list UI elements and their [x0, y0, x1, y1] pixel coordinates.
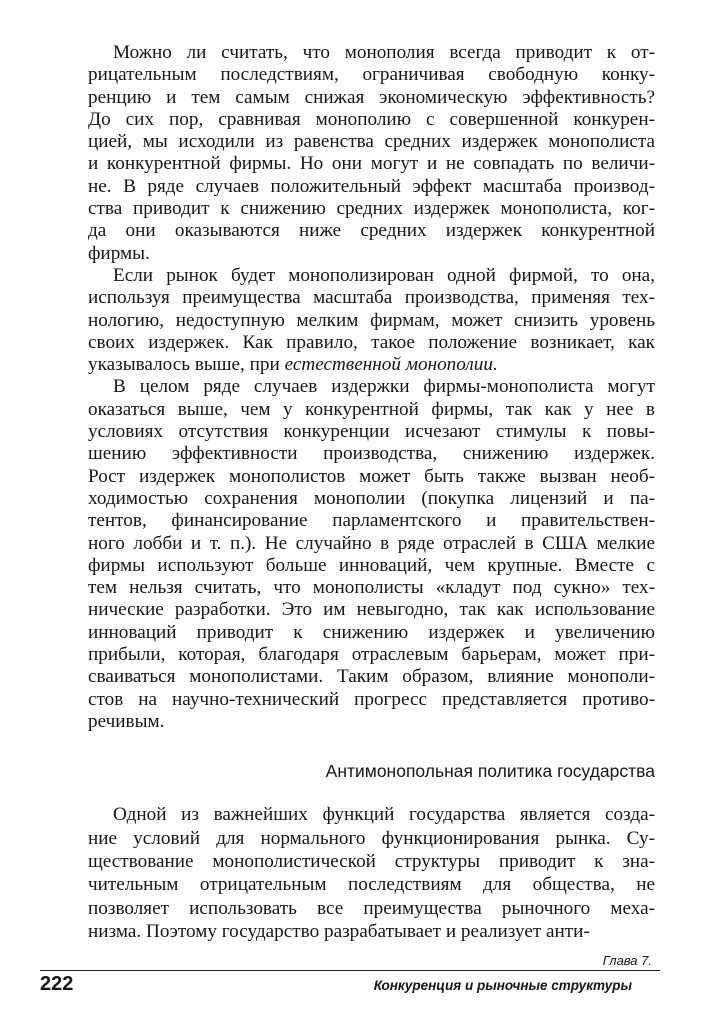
text-line-content: условиях отсутствия конкуренции исчезают стимулы к повы-	[88, 421, 655, 443]
text-line-content: В целом ряде случаев издержки фирмы-монополиста могут	[113, 376, 655, 398]
text-line-content: Рост издержек монополистов может быть также вызван необ-	[88, 465, 655, 487]
text-line	[88, 443, 655, 465]
text-line	[88, 399, 655, 421]
text-before-heading	[88, 42, 655, 733]
text-line	[88, 599, 655, 621]
text-line	[88, 827, 655, 850]
paragraph	[88, 42, 655, 265]
text-line-content: Можно ли считать, что монополия всегда приводит к от-	[113, 42, 655, 63]
text-line-content: фирмы.	[88, 242, 150, 264]
text-line-content: ществование монополистической структуры приводит к зна-	[88, 850, 655, 872]
italic-term: естественной монополии.	[284, 354, 498, 376]
text-line	[88, 42, 655, 64]
text-line	[88, 243, 655, 265]
paragraph	[88, 803, 655, 943]
text-line-content: своих издержек. Как правило, такое положение возникает, как	[88, 331, 655, 353]
text-line-content: чительным отрицательным последствиям для общества, не	[88, 874, 655, 896]
text-line	[88, 87, 655, 109]
text-line	[88, 466, 655, 488]
text-line-content: ние условий для нормального функционирования рынка. Су-	[88, 827, 655, 849]
text-after-heading	[88, 803, 655, 943]
chapter-title: Конкуренция и рыночные структуры	[373, 978, 632, 993]
page-footer	[40, 952, 660, 996]
text-line	[88, 510, 655, 532]
text-line-content: тентов, финансирование парламентского и правительствен-	[88, 510, 655, 532]
text-line-content: позволяет использовать все преимущества рыночного меха-	[88, 897, 655, 919]
text-line	[88, 577, 655, 599]
text-line-content: шению эффективности производства, снижению издержек.	[88, 443, 655, 465]
text-line	[88, 873, 655, 896]
footer-bottom-row	[40, 973, 660, 996]
text-line-content: ства приводит к снижению средних издержек монополиста, ког-	[88, 198, 655, 220]
text-line-content: указывалось выше, при	[88, 354, 285, 376]
chapter-label: Глава 7.	[602, 953, 652, 968]
text-line	[88, 689, 655, 711]
text-line	[88, 265, 655, 287]
text-line	[88, 488, 655, 510]
footer-rule	[40, 970, 660, 971]
text-line	[88, 920, 655, 943]
text-line-content: низма. Поэтому государство разрабатывает и реализует анти-	[88, 921, 590, 943]
text-line	[88, 622, 655, 644]
section-heading: Антимонопольная политика государства	[325, 761, 655, 782]
text-line	[88, 666, 655, 688]
text-line-content: стов на научно-технический прогресс представляется противо-	[88, 688, 655, 710]
text-line-content: Одной из важнейших функций государства является созда-	[113, 804, 655, 826]
text-line	[88, 354, 655, 376]
text-line	[88, 533, 655, 555]
text-line	[88, 897, 655, 920]
text-line-content: и конкурентной фирмы. Но они могут и не совпадать по величи-	[88, 153, 655, 175]
text-line-content: ходимостью сохранения монополии (покупка лицензий и па-	[88, 487, 655, 509]
text-line	[88, 803, 655, 826]
text-line-content: речивым.	[88, 710, 165, 732]
text-line-content: ренцию и тем самым снижая экономическую эффективность?	[88, 86, 655, 108]
text-line	[88, 153, 655, 175]
text-line-content: инноваций приводит к снижению издержек и увеличению	[88, 621, 655, 643]
text-line	[88, 287, 655, 309]
text-line	[88, 376, 655, 398]
text-line	[88, 644, 655, 666]
text-line	[88, 109, 655, 131]
text-line	[88, 310, 655, 332]
text-line-content: ного лобби и т. п.). Не случайно в ряде отраслей в США мелкие	[88, 532, 655, 554]
text-line	[88, 421, 655, 443]
text-line	[88, 176, 655, 198]
text-line-content: цией, мы исходили из равенства средних издержек монополиста	[88, 131, 655, 153]
text-line	[88, 198, 655, 220]
text-line-content: тем нельзя считать, что монополисты «кладут под сукно» тех-	[88, 577, 655, 599]
text-line	[88, 64, 655, 86]
text-line-content: используя преимущества масштаба производства, применяя тех-	[88, 287, 655, 309]
text-line-content: нические разработки. Это им невыгодно, так как использование	[88, 599, 655, 621]
text-line-content: фирмы используют больше инноваций, чем крупные. Вместе с	[88, 554, 655, 576]
page-number: 222	[40, 973, 74, 995]
text-line	[88, 332, 655, 354]
text-line-content: нологию, недоступную мелким фирмам, может снизить уровень	[88, 309, 655, 331]
text-line	[88, 131, 655, 153]
page-body	[88, 42, 655, 944]
paragraph	[88, 376, 655, 733]
text-line-content: сваиваться монополистами. Таким образом, влияние монополи-	[88, 666, 655, 688]
text-line-content: До сих пор, сравнивая монополию с совершенной конкурен-	[88, 108, 655, 130]
text-line-content: не. В ряде случаев положительный эффект масштаба производ-	[88, 175, 655, 197]
text-line	[88, 220, 655, 242]
text-line-content: Если рынок будет монополизирован одной фирмой, то она,	[113, 264, 655, 286]
text-line-content: оказаться выше, чем у конкурентной фирмы, так как у нее в	[88, 398, 655, 420]
text-line	[88, 850, 655, 873]
paragraph	[88, 265, 655, 376]
text-line-content: прибыли, которая, благодаря отраслевым барьерам, может при-	[88, 644, 655, 666]
text-line	[88, 711, 655, 733]
text-line-content: да они оказываются ниже средних издержек конкурентной	[88, 220, 655, 242]
text-line	[88, 555, 655, 577]
text-line-content: рицательным последствиям, ограничивая свободную конку-	[88, 64, 655, 86]
